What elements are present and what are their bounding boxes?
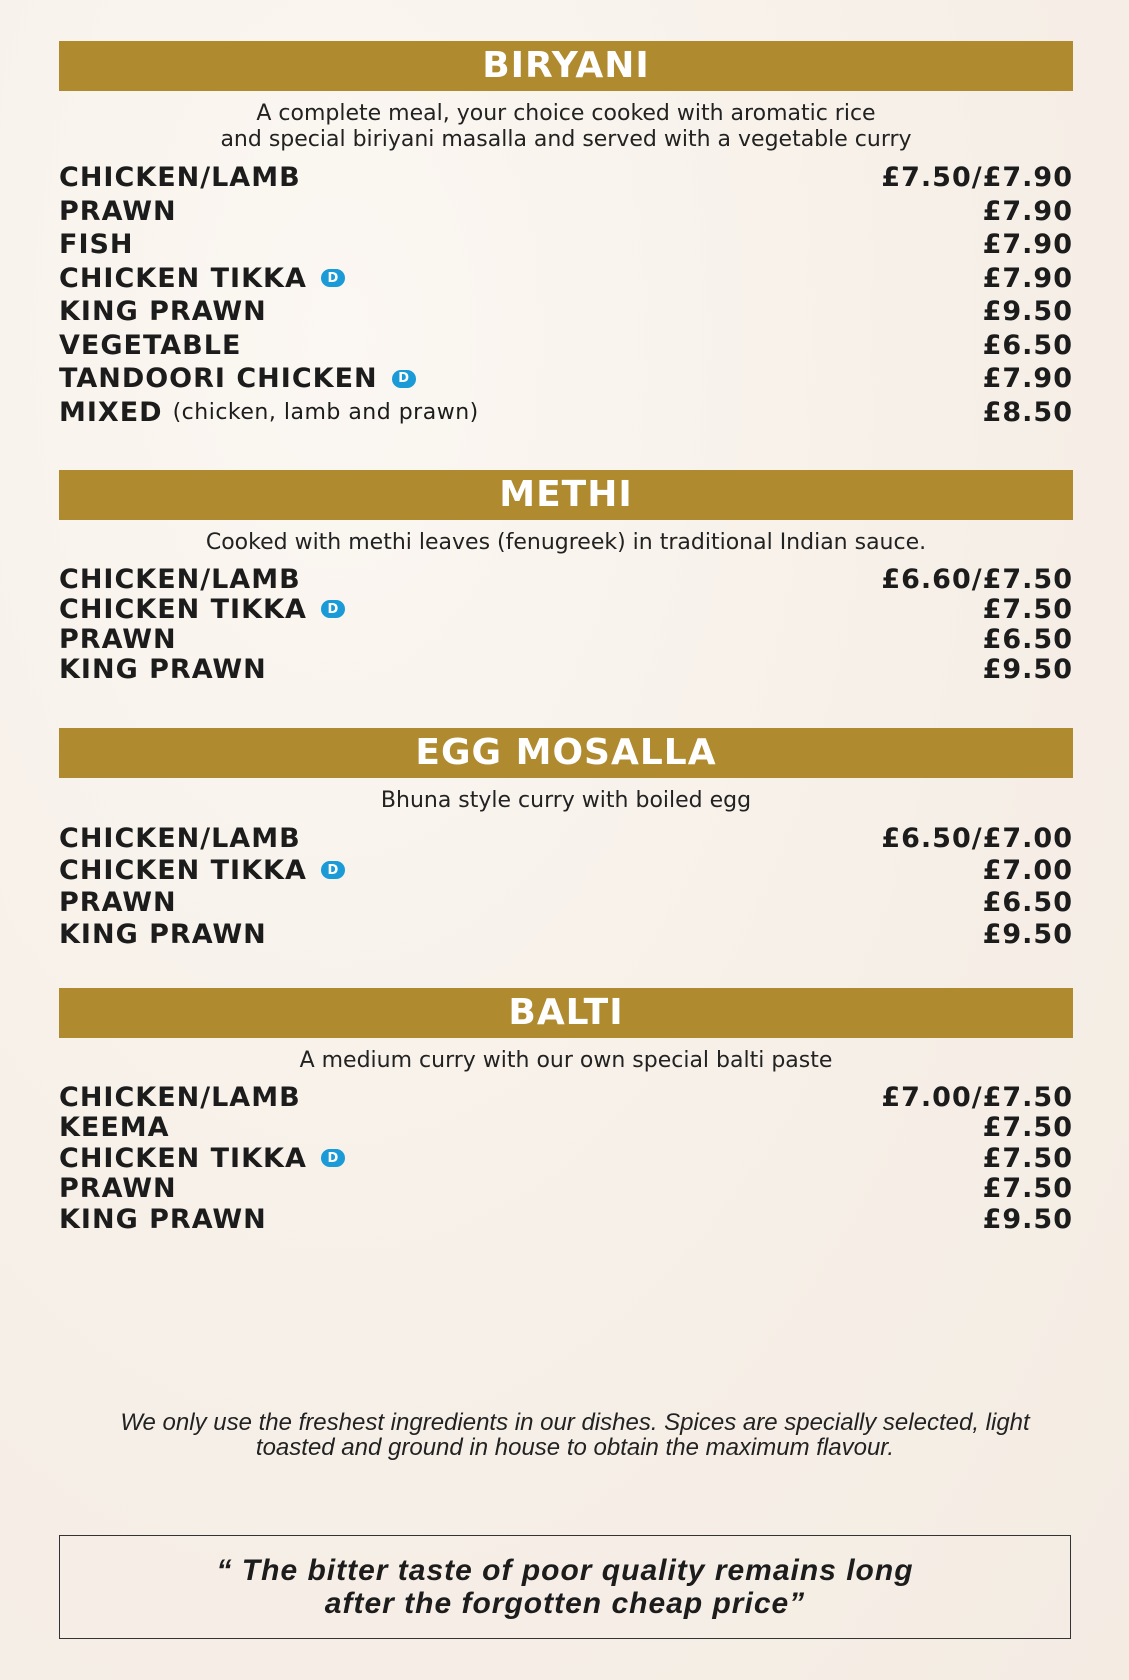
item-name-group <box>59 564 301 595</box>
item-name: CHICKEN TIKKA <box>59 854 307 886</box>
item-price: £6.50 <box>982 886 1073 918</box>
menu-item <box>59 228 1073 262</box>
menu-item <box>59 262 1073 296</box>
menu-item <box>59 396 1073 430</box>
section-description: A complete meal, your choice cooked with aromatic rice and special biriyani masalla and served with a vegetable curry <box>220 101 912 152</box>
item-name-group <box>59 330 241 361</box>
item-price: £7.50 <box>982 593 1073 625</box>
item-name-group <box>59 624 177 655</box>
item-price: £7.90 <box>982 195 1073 227</box>
menu-item <box>59 918 1073 950</box>
dairy-badge-icon: D <box>321 600 345 618</box>
item-name: KING PRAWN <box>59 1203 267 1235</box>
item-name: KING PRAWN <box>59 653 267 685</box>
menu-item <box>59 1143 1073 1174</box>
item-name-group <box>59 919 267 950</box>
item-price: £7.90 <box>982 262 1073 294</box>
item-name-group <box>59 654 267 685</box>
item-note: (chicken, lamb and prawn) <box>172 399 479 425</box>
menu-items <box>59 161 1073 429</box>
menu-items <box>59 564 1073 684</box>
item-price: £7.90 <box>982 229 1073 261</box>
item-name: KEEMA <box>59 1112 170 1144</box>
section-title: BIRYANI <box>59 41 1073 91</box>
item-name: KING PRAWN <box>59 296 267 328</box>
item-name-group <box>59 594 345 625</box>
item-name: MIXED <box>59 396 163 428</box>
item-price: £7.50 <box>982 1173 1073 1205</box>
item-name-group <box>59 887 177 918</box>
menu-item <box>59 822 1073 854</box>
menu-item <box>59 1082 1073 1113</box>
item-name-group <box>59 1082 301 1113</box>
menu-item <box>59 624 1073 654</box>
item-price: £9.50 <box>982 296 1073 328</box>
item-name-group <box>59 263 345 294</box>
item-name: PRAWN <box>59 1173 177 1205</box>
item-price: £6.50 <box>982 329 1073 361</box>
item-name: VEGETABLE <box>59 329 242 361</box>
section-description: A medium curry with our own special balti paste <box>299 1048 833 1073</box>
section-title: METHI <box>59 470 1073 520</box>
item-price: £9.50 <box>982 918 1073 950</box>
menu-item <box>59 362 1073 396</box>
item-name: CHICKEN TIKKA <box>59 262 307 294</box>
menu-items <box>59 1082 1073 1235</box>
item-price: £7.00 <box>982 854 1073 886</box>
item-price: £6.50/£7.00 <box>881 822 1073 854</box>
section-title: EGG MOSALLA <box>59 728 1073 778</box>
item-name: CHICKEN TIKKA <box>59 593 307 625</box>
item-name-group <box>59 196 177 227</box>
item-name-group <box>59 397 479 428</box>
item-price: £8.50 <box>982 396 1073 428</box>
item-name-group <box>59 363 416 394</box>
section-methi <box>59 470 1073 684</box>
section-biryani <box>59 41 1073 429</box>
menu-item <box>59 1113 1073 1144</box>
item-name: CHICKEN/LAMB <box>59 563 301 595</box>
item-name-group <box>59 1143 345 1174</box>
menu-item <box>59 854 1073 886</box>
item-name: CHICKEN/LAMB <box>59 1081 301 1113</box>
item-name: CHICKEN/LAMB <box>59 822 301 854</box>
item-name: FISH <box>59 229 134 261</box>
section-title: BALTI <box>59 988 1073 1038</box>
item-price: £6.60/£7.50 <box>881 563 1073 595</box>
quote-box <box>59 1535 1071 1639</box>
item-name: CHICKEN/LAMB <box>59 162 301 194</box>
item-name: PRAWN <box>59 886 177 918</box>
item-name-group <box>59 229 134 260</box>
menu-item <box>59 654 1073 684</box>
menu-item <box>59 329 1073 363</box>
item-name-group <box>59 162 301 193</box>
dairy-badge-icon: D <box>321 861 345 879</box>
item-name-group <box>59 1173 177 1204</box>
item-price: £7.50/£7.90 <box>881 162 1073 194</box>
item-name: TANDOORI CHICKEN <box>59 363 378 395</box>
menu-item <box>59 594 1073 624</box>
item-name-group <box>59 823 301 854</box>
item-name-group <box>59 296 267 327</box>
section-balti <box>59 988 1073 1235</box>
menu-item <box>59 886 1073 918</box>
item-name: PRAWN <box>59 195 177 227</box>
section-description: Bhuna style curry with boiled egg <box>380 788 752 813</box>
menu-item <box>59 195 1073 229</box>
menu-item <box>59 564 1073 594</box>
item-name-group <box>59 1112 170 1143</box>
menu-item <box>59 295 1073 329</box>
quote-text: “ The bitter taste of poor quality remains long after the forgotten cheap price” <box>216 1554 914 1620</box>
section-description: Cooked with methi leaves (fenugreek) in traditional Indian sauce. <box>205 530 927 555</box>
item-price: £6.50 <box>982 623 1073 655</box>
menu-item <box>59 1204 1073 1235</box>
item-name: PRAWN <box>59 623 177 655</box>
dairy-badge-icon: D <box>321 1149 345 1167</box>
item-name-group <box>59 1204 267 1235</box>
item-price: £9.50 <box>982 653 1073 685</box>
section-egg-mosalla <box>59 728 1073 950</box>
item-name-group <box>59 855 345 886</box>
menu-item <box>59 1174 1073 1205</box>
item-price: £9.50 <box>982 1203 1073 1235</box>
dairy-badge-icon: D <box>321 269 345 287</box>
item-price: £7.00/£7.50 <box>881 1081 1073 1113</box>
item-name: CHICKEN TIKKA <box>59 1142 307 1174</box>
item-price: £7.50 <box>982 1112 1073 1144</box>
item-price: £7.90 <box>982 363 1073 395</box>
footer-note: We only use the freshest ingredients in our dishes. Spices are specially selected, light toasted and ground in house to obtain the maximum flavour. <box>120 1409 1030 1461</box>
item-price: £7.50 <box>982 1142 1073 1174</box>
menu-items <box>59 822 1073 950</box>
item-name: KING PRAWN <box>59 918 267 950</box>
dairy-badge-icon: D <box>392 370 416 388</box>
menu-item <box>59 161 1073 195</box>
